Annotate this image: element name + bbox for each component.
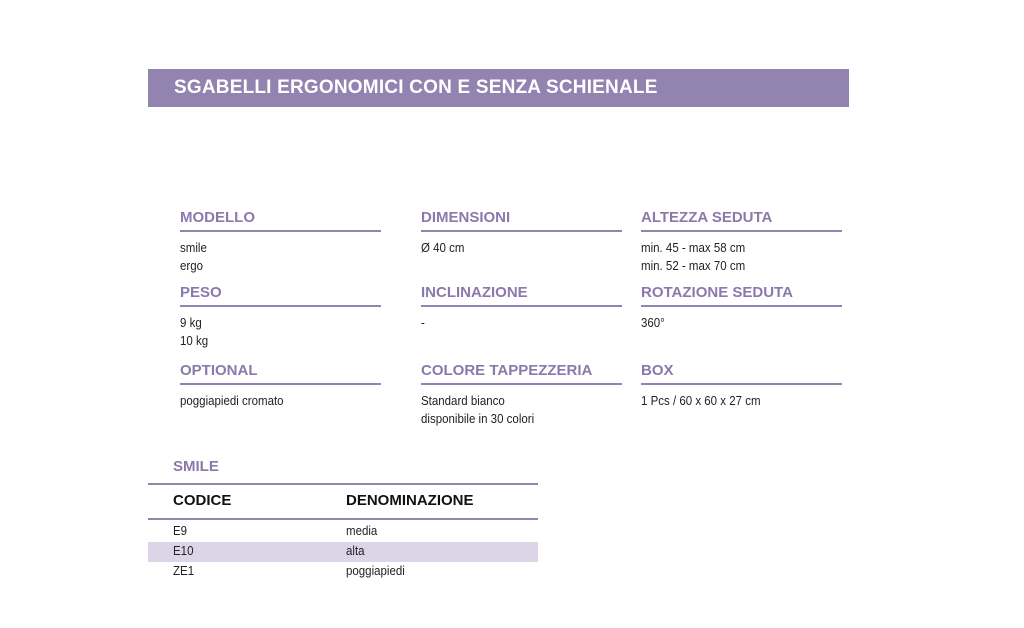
spec-value-line: ergo — [180, 259, 204, 273]
table-header — [148, 483, 538, 520]
spec-box — [641, 360, 842, 410]
spec-dimensioni — [421, 207, 622, 257]
spec-value-line: smile — [180, 241, 207, 255]
spec-heading: PESO — [180, 282, 381, 307]
spec-heading: DIMENSIONI — [421, 207, 622, 232]
spec-value-line: poggiapiedi cromato — [180, 394, 284, 408]
spec-value-line: Standard bianco — [421, 394, 505, 408]
spec-value-line: 9 kg — [180, 316, 202, 330]
spec-value — [421, 392, 606, 428]
spec-heading: OPTIONAL — [180, 360, 381, 385]
table-title: SMILE — [173, 458, 219, 475]
cell-denominazione: alta — [346, 544, 365, 558]
cell-codice: ZE1 — [173, 564, 195, 578]
spec-value-line: Ø 40 cm — [421, 241, 465, 255]
spec-heading: INCLINAZIONE — [421, 282, 622, 307]
cell-codice: E10 — [173, 544, 194, 558]
spec-value-line: disponibile in 30 colori — [421, 412, 535, 426]
spec-value — [421, 314, 606, 332]
spec-value — [641, 314, 826, 332]
spec-value-line: 360° — [641, 316, 665, 330]
product-code-table — [148, 483, 538, 582]
table-row — [148, 522, 538, 542]
spec-heading: ALTEZZA SEDUTA — [641, 207, 842, 232]
spec-value — [641, 392, 826, 410]
spec-modello — [180, 207, 381, 275]
spec-heading: ROTAZIONE SEDUTA — [641, 282, 842, 307]
cell-denominazione: poggiapiedi — [346, 564, 405, 578]
spec-inclinazione — [421, 282, 622, 332]
spec-value — [421, 239, 606, 257]
spec-value-line: min. 45 - max 58 cm — [641, 241, 746, 255]
spec-value — [641, 239, 826, 275]
spec-value-line: min. 52 - max 70 cm — [641, 259, 746, 273]
cell-denominazione: media — [346, 524, 378, 538]
spec-value — [180, 314, 365, 350]
column-header-denominazione: DENOMINAZIONE — [346, 492, 474, 509]
spec-value-line: - — [421, 316, 425, 330]
table-row — [148, 562, 538, 582]
spec-heading: COLORE TAPPEZZERIA — [421, 360, 622, 385]
spec-heading: BOX — [641, 360, 842, 385]
spec-value-line: 10 kg — [180, 334, 209, 348]
spec-value-line: 1 Pcs / 60 x 60 x 27 cm — [641, 394, 761, 408]
spec-rotazione-seduta — [641, 282, 842, 332]
spec-colore-tappezzeria — [421, 360, 622, 428]
spec-value — [180, 392, 365, 410]
spec-heading: MODELLO — [180, 207, 381, 232]
spec-altezza-seduta — [641, 207, 842, 275]
spec-value — [180, 239, 365, 275]
spec-peso — [180, 282, 381, 350]
cell-codice: E9 — [173, 524, 188, 538]
page-title-banner: SGABELLI ERGONOMICI CON E SENZA SCHIENALE — [148, 69, 849, 107]
table-row — [148, 542, 538, 562]
column-header-codice: CODICE — [173, 492, 232, 509]
spec-optional — [180, 360, 381, 410]
